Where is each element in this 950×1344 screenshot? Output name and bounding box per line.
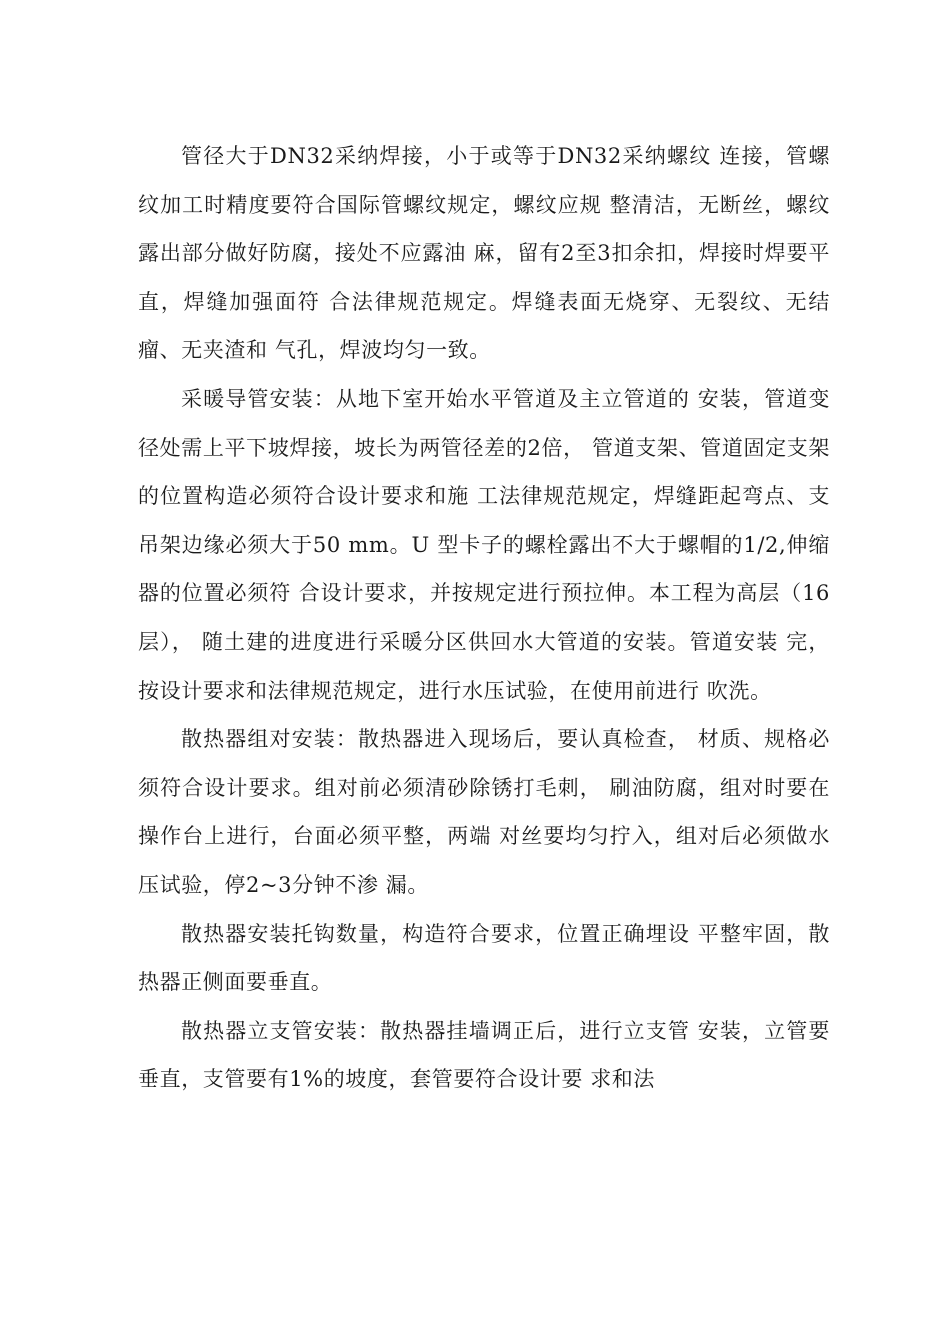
paragraph-radiator-riser: 散热器立支管安装：散热器挂墙调正后，进行立支管 安装，立管要垂直，支管要有1%的坡度，套管要符合设计要 求和法 <box>138 1018 830 1092</box>
paragraph-radiator-assembly: 散热器组对安装：散热器进入现场后，要认真检查， 材质、规格必须符合设计要求。组对前必须清砂除锈打毛刺， 刷油防腐，组对时要在操作台上进行，台面必须平整，两端 对丝要均匀拧入，组对后必须做水压试验，停2~3分钟不渗 漏。 <box>138 727 830 897</box>
paragraph-pipe-joining: 管径大于DN32采纳焊接，小于或等于DN32采纳螺纹 连接，管螺纹加工时精度要符合国际管螺纹规定，螺纹应规 整清洁，无断丝，螺纹露出部分做好防腐，接处不应露油 麻，留有2至3扣余扣，焊接时焊要平直，焊缝加强面符 合法律规范规定。焊缝表面无烧穿、无裂纹、无结瘤、无夹渣和 气孔，焊波均匀一致。 <box>138 144 830 363</box>
paragraph-radiator-bracket: 散热器安装托钩数量，构造符合要求，位置正确埋设 平整牢固，散热器正侧面要垂直。 <box>138 921 830 995</box>
body-text <box>138 132 830 1104</box>
paragraph-heating-pipe-installation: 采暖导管安装：从地下室开始水平管道及主立管道的 安装，管道变径处需上平下坡焊接，坡长为两管径差的2倍， 管道支架、管道固定支架的位置构造必须符合设计要求和施 工法律规范规定，焊缝距起弯点、支吊架边缘必须大于50 mm。U 型卡子的螺栓露出不大于螺帽的1/2,伸缩器的位置必须符 合设计要求，并按规定进行预拉伸。本工程为高层（16层）， 随土建的进度进行采暖分区供回水大管道的安装。管道安装 完，按设计要求和法律规范规定，进行水压试验，在使用前进行 吹洗。 <box>138 386 830 703</box>
